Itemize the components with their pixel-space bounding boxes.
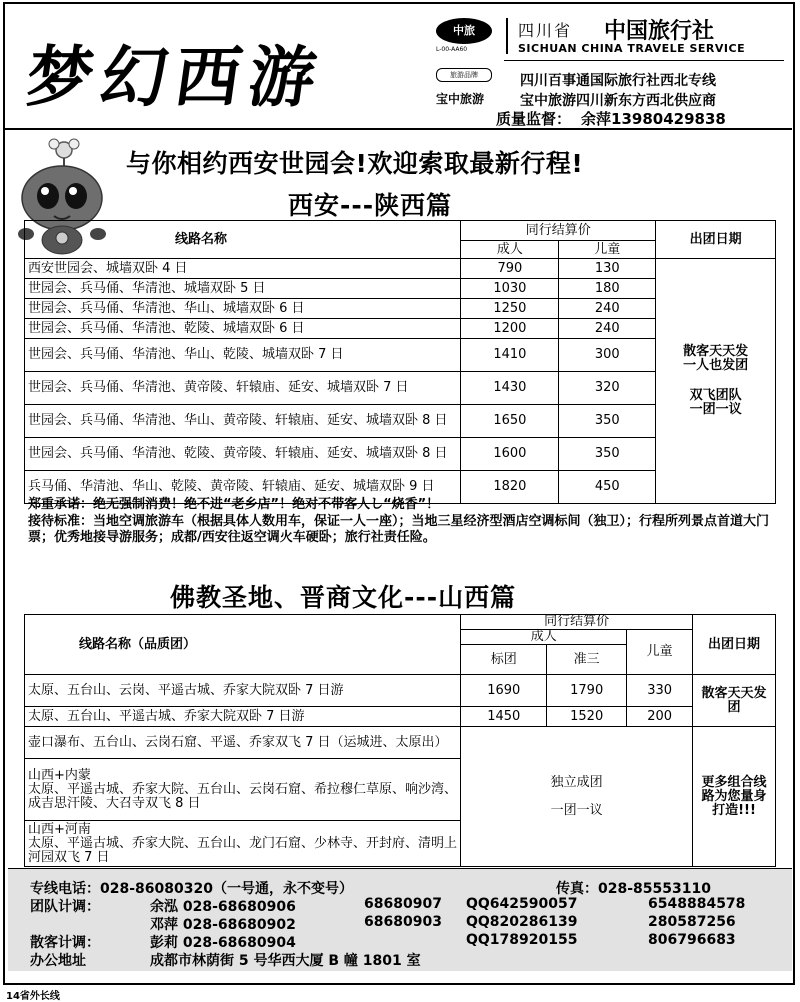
standard-price: 1450	[461, 707, 547, 727]
quasi3-price: 1520	[547, 707, 627, 727]
route-name: 世园会、兵马俑、华清池、华山、城墙双卧 6 日	[25, 299, 461, 319]
promo-banner: 与你相约西安世园会!欢迎索取最新行程!	[126, 149, 584, 178]
group-qq2-1: 6548884578	[648, 896, 746, 912]
quasi3-price: 1790	[547, 675, 627, 707]
child-price: 180	[559, 279, 656, 299]
fax-label: 传真：	[556, 881, 598, 897]
route-name: 山西+河南 太原、平遥古城、乔家大院、五台山、龙门石窟、少林寺、开封府、清明上河园双飞 7 日	[25, 821, 461, 867]
quality-label: 质量监督：	[496, 110, 572, 128]
individual-label: 散客计调：	[30, 935, 100, 951]
fax-number: 028-85553110	[598, 881, 711, 897]
header-bottom-rule	[4, 128, 792, 130]
adult-price: 1820	[461, 471, 559, 504]
route-name: 壶口瀑布、五台山、云岗石窟、平遥、乔家双飞 7 日（运城进、太原出）	[25, 727, 461, 759]
adult-price: 1250	[461, 299, 559, 319]
route-name: 太原、五台山、云岗、平遥古城、乔家大院双卧 7 日游	[25, 675, 461, 707]
agency-line-1: 四川百事通国际旅行社西北专线	[520, 73, 716, 89]
child-price: 450	[559, 471, 656, 504]
standard-price: 1690	[461, 675, 547, 707]
child-price: 330	[627, 675, 693, 707]
custom-price-line: 一团一议	[550, 802, 603, 818]
quality-supervision	[496, 108, 726, 129]
adult-price: 1200	[461, 319, 559, 339]
cts-name: 中国旅行社	[604, 18, 715, 44]
departure-line: 一团一议	[689, 402, 742, 417]
child-price: 350	[559, 438, 656, 471]
route-name: 世园会、兵马俑、华清池、华山、黄帝陵、轩辕庙、延安、城墙双卧 8 日	[25, 405, 461, 438]
table-row	[25, 707, 776, 727]
group-qq-1: QQ642590057	[466, 896, 578, 912]
child-price: 240	[559, 319, 656, 339]
adult-price: 1410	[461, 339, 559, 372]
address-label: 办公地址	[30, 953, 86, 969]
child-price: 300	[559, 339, 656, 372]
departure-line: 双飞团队	[689, 388, 742, 403]
page-footer: 14省外长线	[6, 991, 60, 1002]
shanxi-col-child: 儿童	[627, 630, 693, 675]
shanxi-departure-daily: 散客天天发团	[693, 675, 776, 727]
custom-group-price	[461, 727, 693, 867]
custom-price-line: 独立成团	[550, 774, 603, 790]
province-label: 四川省	[518, 21, 573, 40]
route-name: 世园会、兵马俑、华清池、城墙双卧 5 日	[25, 279, 461, 299]
agency-line-2: 宝中旅游四川新东方西北供应商	[520, 93, 716, 109]
cts-english: SICHUAN CHINA TRAVELE SERVICE	[518, 42, 746, 55]
shanxi-section-title: 佛教圣地、晋商文化---山西篇	[170, 583, 517, 612]
group-label: 团队计调：	[30, 899, 100, 915]
shanxi-route-table	[24, 614, 776, 867]
departure-line: 散客天天发	[683, 344, 749, 359]
individual-qq: QQ178920155	[466, 932, 578, 948]
shanxi-col-departure: 出团日期	[693, 615, 776, 675]
shanxi-col-quasi3: 准三	[547, 645, 627, 675]
address-value: 成都市林荫街 5 号华西大厦 B 幢 1801 室	[150, 953, 421, 969]
group-tel2-2: 68680903	[364, 914, 442, 930]
route-name: 世园会、兵马俑、华清池、乾陵、黄帝陵、轩辕庙、延安、城墙双卧 8 日	[25, 438, 461, 471]
table-row	[25, 727, 776, 759]
child-price: 350	[559, 405, 656, 438]
brand-title: 梦幻西游	[21, 38, 329, 116]
service-standard-text: 接待标准：当地空调旅游车（根据具体人数用车，保证一人一座）；当地三星经济型酒店空调标间（独卫）；行程所列景点首道大门票；优秀地接导游服务；成都/西安往返空调火车硬卧；旅行社责任险。	[28, 513, 770, 545]
group-tel2-1: 68680907	[364, 896, 442, 912]
adult-price: 1430	[461, 372, 559, 405]
group-contact-2: 邓萍 028-68680902	[150, 917, 296, 933]
shaanxi-col-price: 同行结算价	[461, 221, 656, 241]
route-name: 西安世园会、城墙双卧 4 日	[25, 259, 461, 279]
route-name: 世园会、兵马俑、华清池、华山、乾陵、城墙双卧 7 日	[25, 339, 461, 372]
adult-price: 790	[461, 259, 559, 279]
group-contact-1: 余泓 028-68680906	[150, 899, 296, 915]
shanxi-col-route: 线路名称（品质团）	[25, 615, 461, 675]
fax-row	[556, 878, 711, 898]
brand-logo	[20, 14, 420, 114]
promise-text: 郑重承诺：绝无强制消费！绝不进“老乡店”！绝对不带客人し“烧香”！	[28, 497, 440, 512]
shanxi-departure-more: 更多组合线路为您量身打造!!!	[693, 727, 776, 867]
shaanxi-col-adult: 成人	[461, 241, 559, 259]
header-agency-block	[434, 14, 786, 126]
hotline-label: 专线电话：	[30, 881, 100, 897]
route-name: 世园会、兵马俑、华清池、黄帝陵、轩辕庙、延安、城墙双卧 7 日	[25, 372, 461, 405]
shaanxi-route-table	[24, 220, 776, 504]
route-name: 兵马俑、华清池、华山、乾陵、黄帝陵、轩辕庙、延安、城墙双卧 9 日	[25, 471, 461, 504]
header-rule	[504, 60, 784, 61]
shaanxi-col-departure: 出团日期	[656, 221, 776, 259]
adult-price: 1600	[461, 438, 559, 471]
table-row	[25, 675, 776, 707]
adult-price: 1650	[461, 405, 559, 438]
child-price: 200	[627, 707, 693, 727]
cts-logo-code: L-00-AA60	[436, 46, 468, 53]
header-divider	[506, 18, 508, 54]
shanxi-col-adult: 成人	[461, 630, 627, 645]
individual-contact: 彭莉 028-68680904	[150, 935, 296, 951]
departure-line: 一人也发团	[683, 358, 749, 373]
child-price: 130	[559, 259, 656, 279]
adult-price: 1030	[461, 279, 559, 299]
shaanxi-departure-info	[656, 259, 776, 504]
contact-panel	[8, 868, 792, 971]
hotline-row	[30, 878, 353, 898]
route-name: 山西+内蒙 太原、平遥古城、乔家大院、五台山、云岗石窟、希拉穆仁草原、响沙湾、成吉思汗陵、大召寺双飞 8 日	[25, 759, 461, 821]
table-row	[25, 259, 776, 279]
quality-contact: 余萍13980429838	[581, 110, 726, 128]
shanxi-col-price: 同行结算价	[461, 615, 693, 630]
shanxi-col-standard: 标团	[461, 645, 547, 675]
individual-qq2: 806796683	[648, 932, 736, 948]
route-name: 世园会、兵马俑、华清池、乾陵、城墙双卧 6 日	[25, 319, 461, 339]
group-qq-2: QQ820286139	[466, 914, 578, 930]
child-price: 320	[559, 372, 656, 405]
cts-logo-icon: 中旅	[436, 18, 492, 44]
travel-brand-logo-icon: 旅游品牌	[436, 68, 492, 82]
baozhong-logo-icon: 宝中旅游	[436, 92, 485, 106]
shaanxi-col-child: 儿童	[559, 241, 656, 259]
shaanxi-notes	[28, 497, 776, 547]
shaanxi-section-title: 西安---陕西篇	[288, 191, 453, 220]
route-name: 太原、五台山、平遥古城、乔家大院双卧 7 日游	[25, 707, 461, 727]
child-price: 240	[559, 299, 656, 319]
shaanxi-col-route: 线路名称	[25, 221, 461, 259]
hotline-number: 028-86080320（一号通，永不变号）	[100, 881, 353, 897]
group-qq2-2: 280587256	[648, 914, 736, 930]
